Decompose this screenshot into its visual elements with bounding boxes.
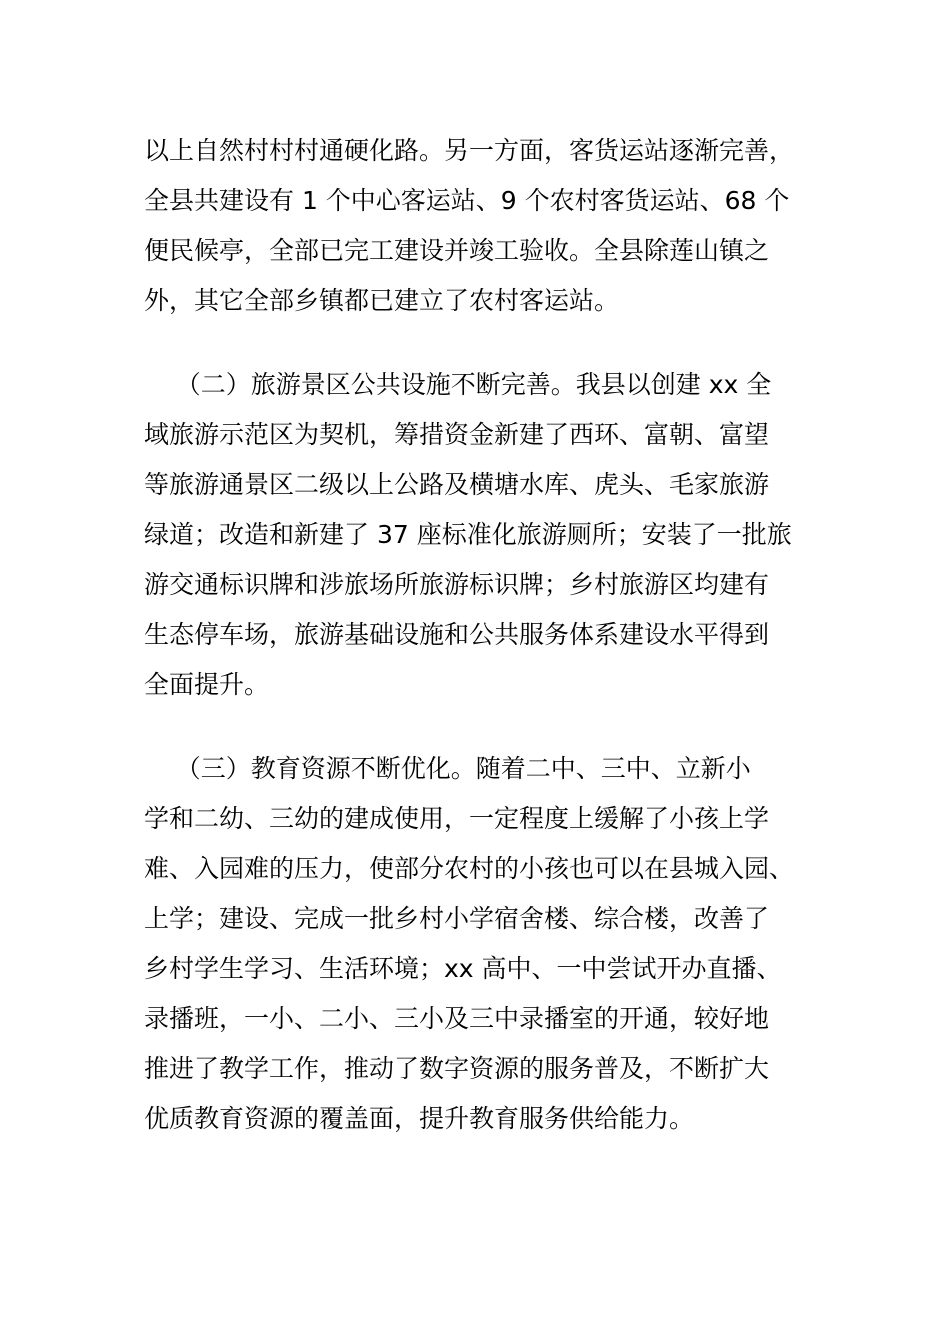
paragraph-tourism [144,360,816,710]
paragraph-line: 难、入园难的压力，使部分农村的小孩也可以在县城入园、 [144,854,795,883]
paragraph-line: 外，其它全部乡镇都已建立了农村客运站。 [144,286,620,315]
paragraph-line: 全县共建设有 1 个中心客运站、9 个农村客货运站、68 个 [144,186,790,215]
paragraph-line: 优质教育资源的覆盖面，提升教育服务供给能力。 [144,1104,695,1133]
paragraph-line: 域旅游示范区为契机，筹措资金新建了西环、富朝、富望 [144,420,770,449]
paragraph-line: 推进了教学工作，推动了数字资源的服务普及，不断扩大 [144,1054,770,1083]
paragraph-line: 全面提升。 [144,670,270,699]
paragraph-line: 游交通标识牌和涉旅场所旅游标识牌；乡村旅游区均建有 [144,570,770,599]
paragraph-line: 录播班，一小、二小、三小及三中录播室的开通，较好地 [144,1004,770,1033]
paragraph-line: 乡村学生学习、生活环境；xx 高中、一中尝试开办直播、 [144,954,782,983]
paragraph-transport [144,126,816,326]
paragraph-line: 学和二幼、三幼的建成使用，一定程度上缓解了小孩上学 [144,804,770,833]
paragraph-line: 生态停车场，旅游基础设施和公共服务体系建设水平得到 [144,620,770,649]
paragraph-line: 等旅游通景区二级以上公路及横塘水库、虎头、毛家旅游 [144,470,770,499]
paragraph-line: 以上自然村村村通硬化路。另一方面，客货运站逐渐完善， [144,136,795,165]
paragraph-line: （二）旅游景区公共设施不断完善。我县以创建 xx 全 [144,370,772,399]
paragraph-line: （三）教育资源不断优化。随着二中、三中、立新小 [144,754,751,783]
paragraph-line: 便民候亭，全部已完工建设并竣工验收。全县除莲山镇之 [144,236,770,265]
paragraph-line: 绿道；改造和新建了 37 座标准化旅游厕所；安装了一批旅 [144,520,792,549]
paragraph-line: 上学；建设、完成一批乡村小学宿舍楼、综合楼，改善了 [144,904,770,933]
paragraph-education [144,744,816,1144]
